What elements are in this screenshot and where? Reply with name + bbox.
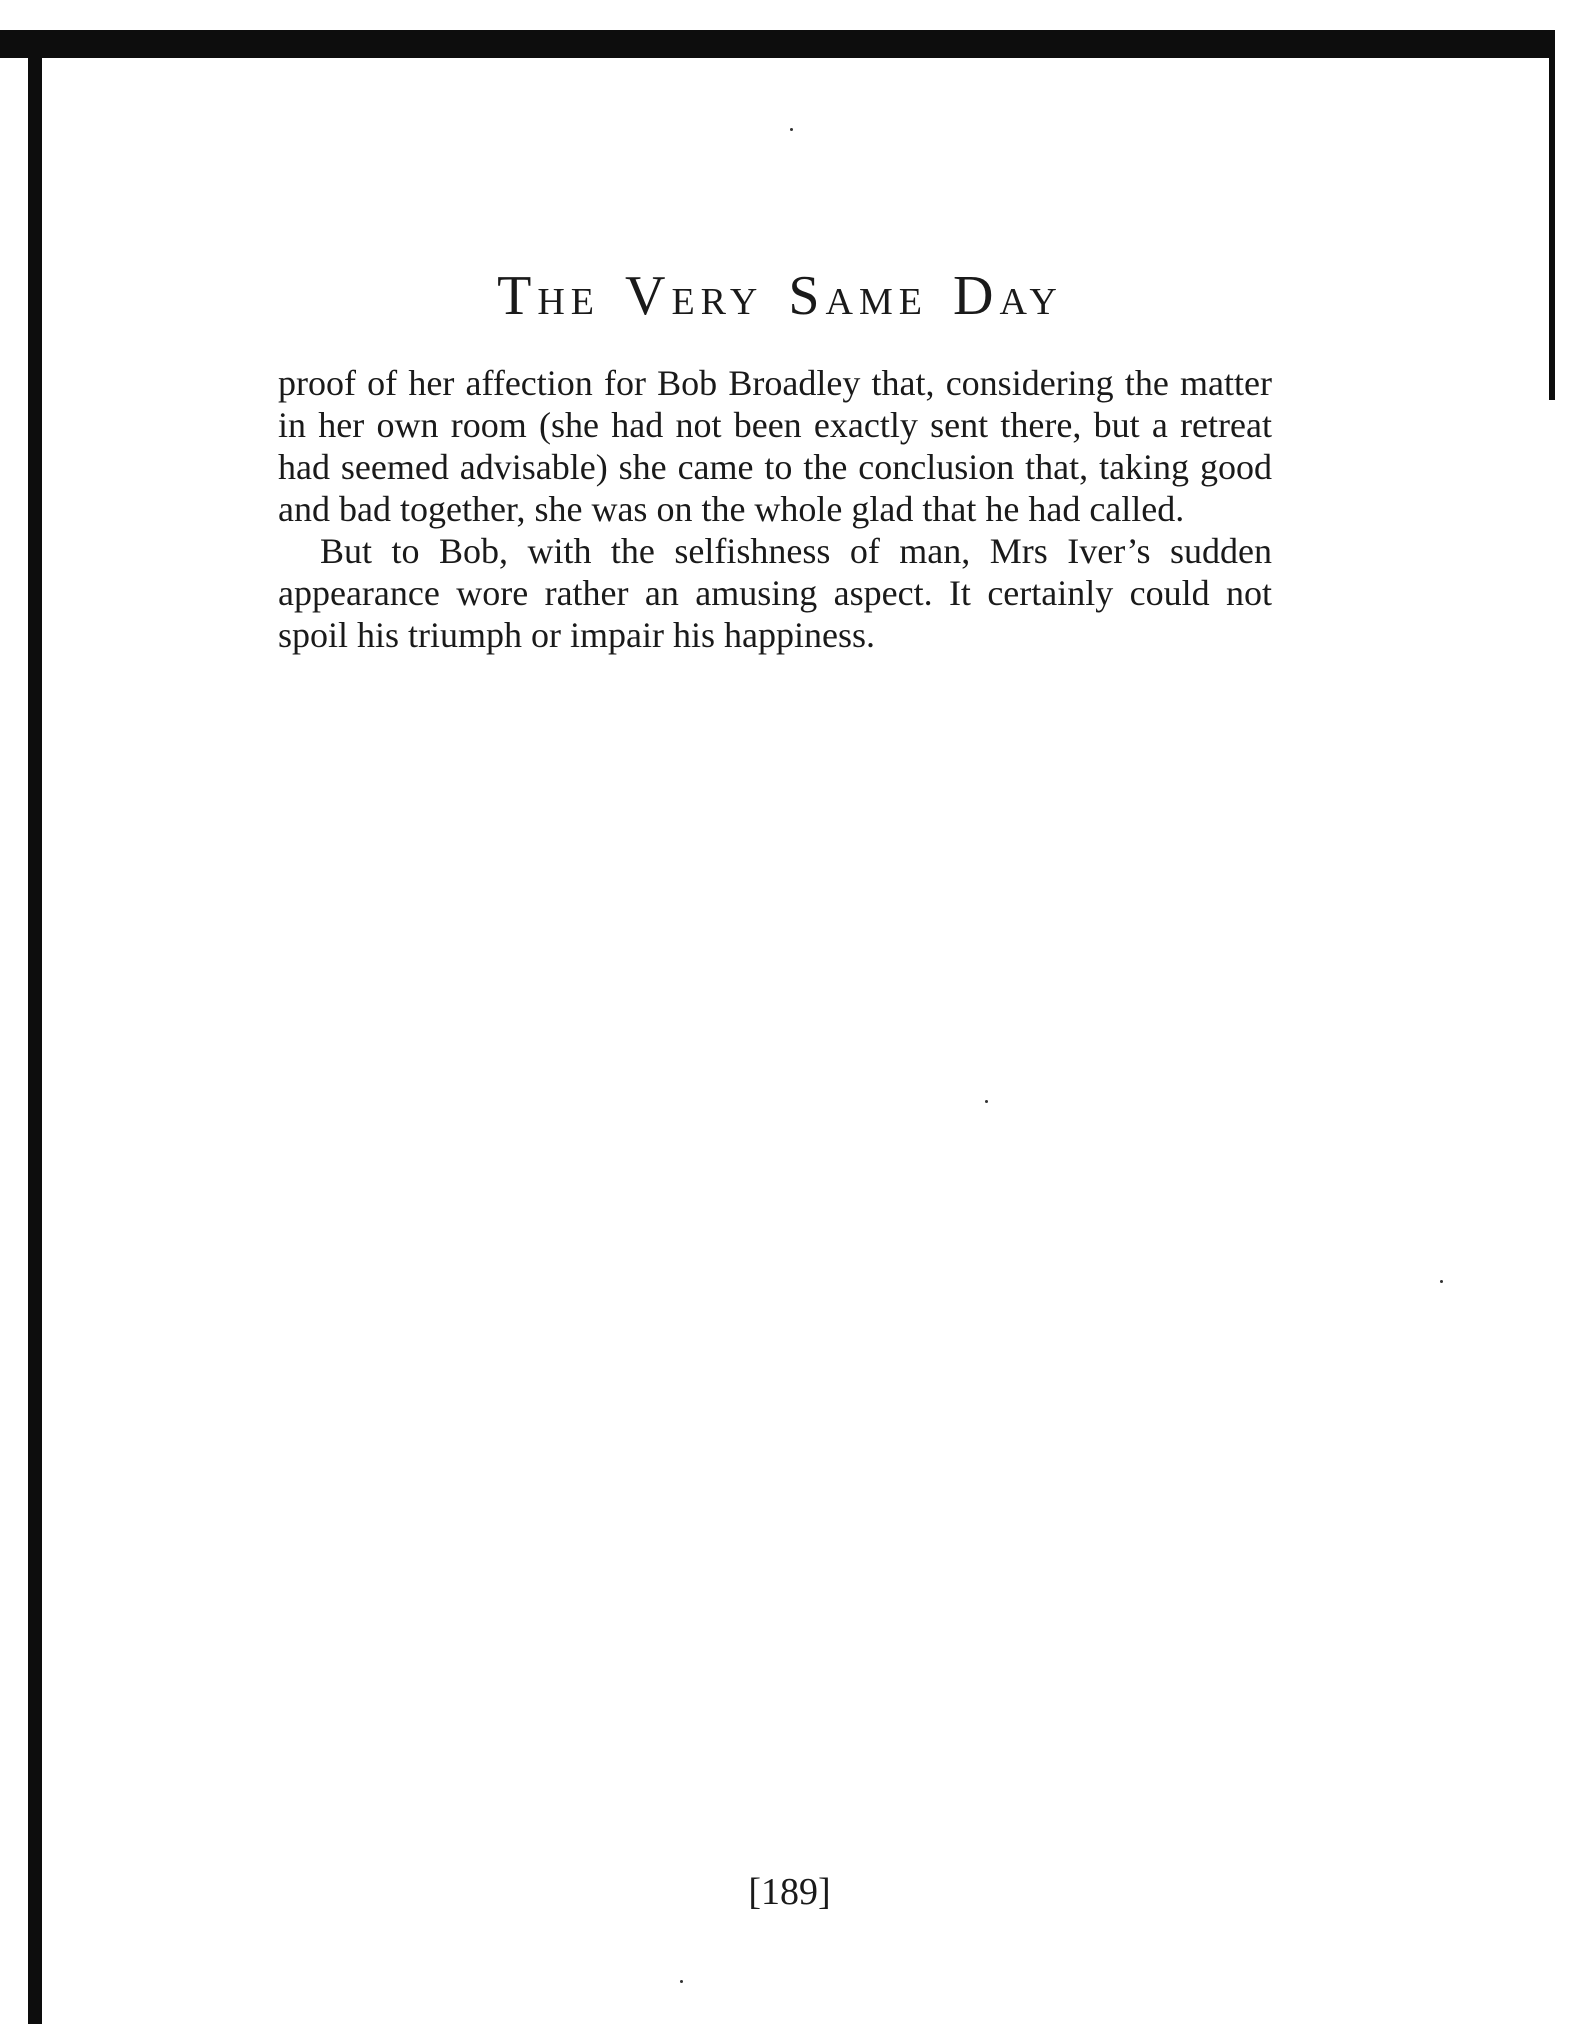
print-speck (1440, 1280, 1443, 1283)
print-speck (985, 1100, 988, 1103)
print-speck (790, 128, 793, 131)
paragraph-1: proof of her affection for Bob Broadley that, considering the matter in her own room (she had not been exactly sent there, but a retreat had seemed advisable) she came to the conclusion that, taking good and bad together, she was on the whole glad that he had called. (278, 363, 1272, 529)
page-number: [189] (748, 1871, 831, 1913)
print-speck (680, 1980, 683, 1983)
paragraph-2: But to Bob, with the selfishness of man, Mrs Iver’s sudden appearance wore rather an amusing aspect. It certainly could not spoil his triumph or impair his happiness. (278, 531, 1272, 655)
running-head: THE VERY SAME DAY (497, 265, 1063, 327)
body-text (278, 362, 1272, 656)
